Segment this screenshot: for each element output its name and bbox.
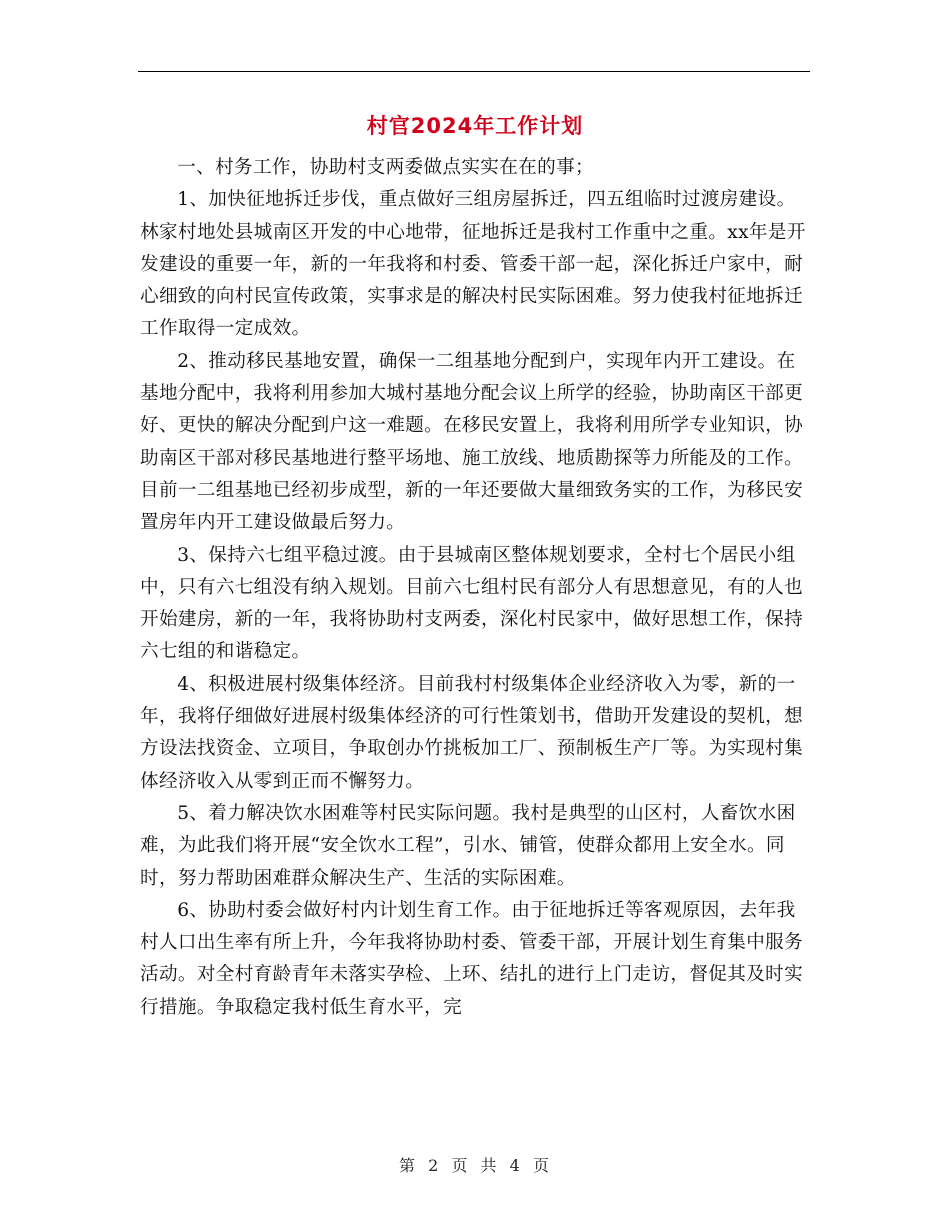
header-rule [138, 71, 810, 72]
footer-page-label: 页 [451, 1156, 470, 1175]
paragraph-section-heading: 一、村务工作，协助村支两委做点实实在在的事； [177, 157, 594, 178]
current-page-number: 2 [428, 1156, 441, 1175]
footer-total-label: 共 [480, 1156, 499, 1175]
paragraph-item-1: 1、加快征地拆迁步伐，重点做好三组房屋拆迁，四五组临时过渡房建设。林家村地处县城南区开发的中心地带，征地拆迁是我村工作重中之重。xx年是开发建设的重要一年，新的一年我将和村委、管委干部一起，深化拆迁户家中，耐心细致的向村民宣传政策，实事求是的解决村民实际困难。努力使我村征地拆迁工作取得一定成效。 [140, 189, 806, 340]
document-body [140, 152, 810, 1024]
paragraph-item-4: 4、积极进展村级集体经济。目前我村村级集体企业经济收入为零，新的一年，我将仔细做好进展村级集体经济的可行性策划书，借助开发建设的契机，想方设法找资金、立项目，争取创办竹挑板加工厂、预制板生产厂等。为实现村集体经济收入从零到正而不懈努力。 [140, 673, 804, 792]
document-title: 村官2024年工作计划 [366, 114, 584, 138]
footer-prefix: 第 [399, 1156, 418, 1175]
footer-suffix: 页 [532, 1156, 551, 1175]
paragraph-item-6: 6、协助村委会做好村内计划生育工作。由于征地拆迁等客观原因，去年我村人口出生率有所上升，今年我将协助村委、管委干部，开展计划生育集中服务活动。对全村育龄青年未落实孕检、上环、结扎的进行上门走访，督促其及时实行措施。争取稳定我村低生育水平，完 [140, 899, 804, 1018]
page-footer [0, 1153, 950, 1176]
paragraph-item-5: 5、着力解决饮水困难等村民实际问题。我村是典型的山区村，人畜饮水困难，为此我们将开展“安全饮水工程”，引水、铺管，使群众都用上安全水。同时，努力帮助困难群众解决生产、生活的实际困难。 [140, 802, 796, 889]
total-pages-number: 4 [509, 1156, 522, 1175]
paragraph-item-3: 3、保持六七组平稳过渡。由于县城南区整体规划要求，全村七个居民小组中，只有六七组没有纳入规划。目前六七组村民有部分人有思想意见，有的人也开始建房，新的一年，我将协助村支两委，深化村民家中，做好思想工作，保持六七组的和谐稳定。 [140, 544, 804, 663]
paragraph-item-2: 2、推动移民基地安置，确保一二组基地分配到户，实现年内开工建设。在基地分配中，我将利用参加大城村基地分配会议上所学的经验，协助南区干部更好、更快的解决分配到户这一难题。在移民安置上，我将利用所学专业知识，协助南区干部对移民基地进行整平场地、施工放线、地质勘探等力所能及的工作。目前一二组基地已经初步成型，新的一年还要做大量细致务实的工作，为移民安置房年内开工建设做最后努力。 [140, 350, 804, 534]
